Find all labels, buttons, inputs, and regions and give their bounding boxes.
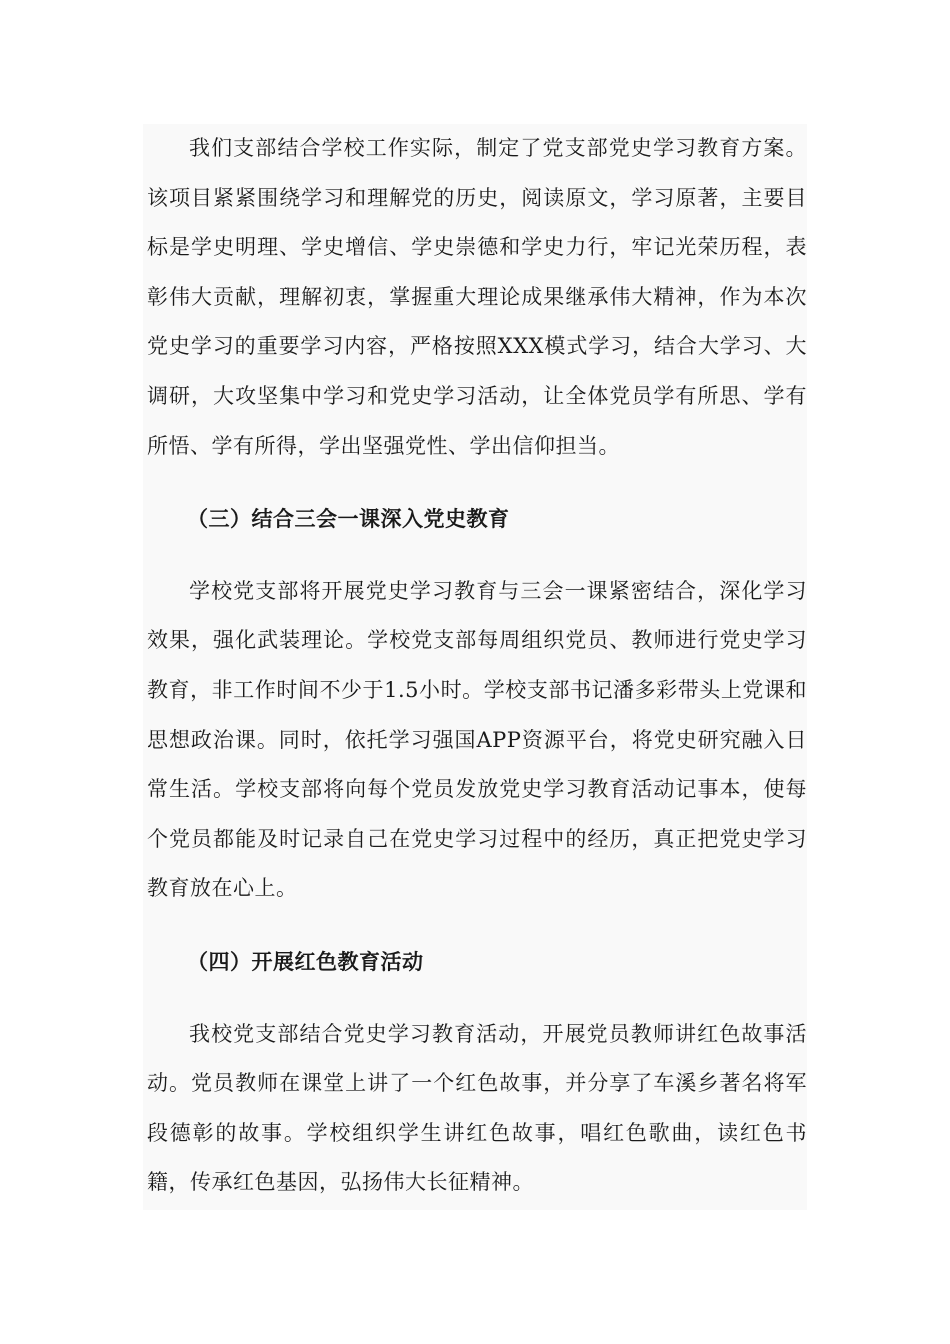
heading-red-education: （四）开展红色教育活动	[187, 948, 424, 974]
paragraph-gap	[147, 914, 807, 937]
paragraph-study-plan: 我们支部结合学校工作实际，制定了党支部党史学习教育方案。该项目紧紧围绕学习和理解党的历史，阅读原文，学习原著，主要目标是学史明理、学史增信、学史崇德和学史力行，牢记光荣历程，表彰伟大贡献，理解初衷，掌握重大理论成果继承伟大精神，作为本次党史学习的重要学习内容，严格按照XXX模式学习，结合大学习、大调研，大攻坚集中学习和党史学习活动，让全体党员学有所思、学有所悟、学有所得，学出坚强党性、学出信仰担当。	[147, 136, 807, 458]
document-body	[147, 124, 807, 1208]
paragraph-gap	[147, 987, 807, 1010]
paragraph-gap	[147, 544, 807, 567]
paragraph-gap	[147, 471, 807, 494]
heading-three-meetings: （三）结合三会一课深入党史教育	[187, 506, 510, 532]
paragraph-three-meetings: 学校党支部将开展党史学习教育与三会一课紧密结合，深化学习效果，强化武装理论。学校党支部每周组织党员、教师进行党史学习教育，非工作时间不少于1.5小时。学校支部书记潘多彩带头上党课和思想政治课。同时，依托学习强国APP资源平台，将党史研究融入日常生活。学校支部将向每个党员发放党史学习教育活动记事本，使每个党员都能及时记录自己在党史学习过程中的经历，真正把党史学习教育放在心上。	[147, 578, 807, 901]
paragraph-red-education: 我校党支部结合党史学习教育活动，开展党员教师讲红色故事活动。党员教师在课堂上讲了一个红色故事，并分享了车溪乡著名将军段德彰的故事。学校组织学生讲红色故事，唱红色歌曲，读红色书籍，传承红色基因，弘扬伟大长征精神。	[147, 1021, 807, 1195]
